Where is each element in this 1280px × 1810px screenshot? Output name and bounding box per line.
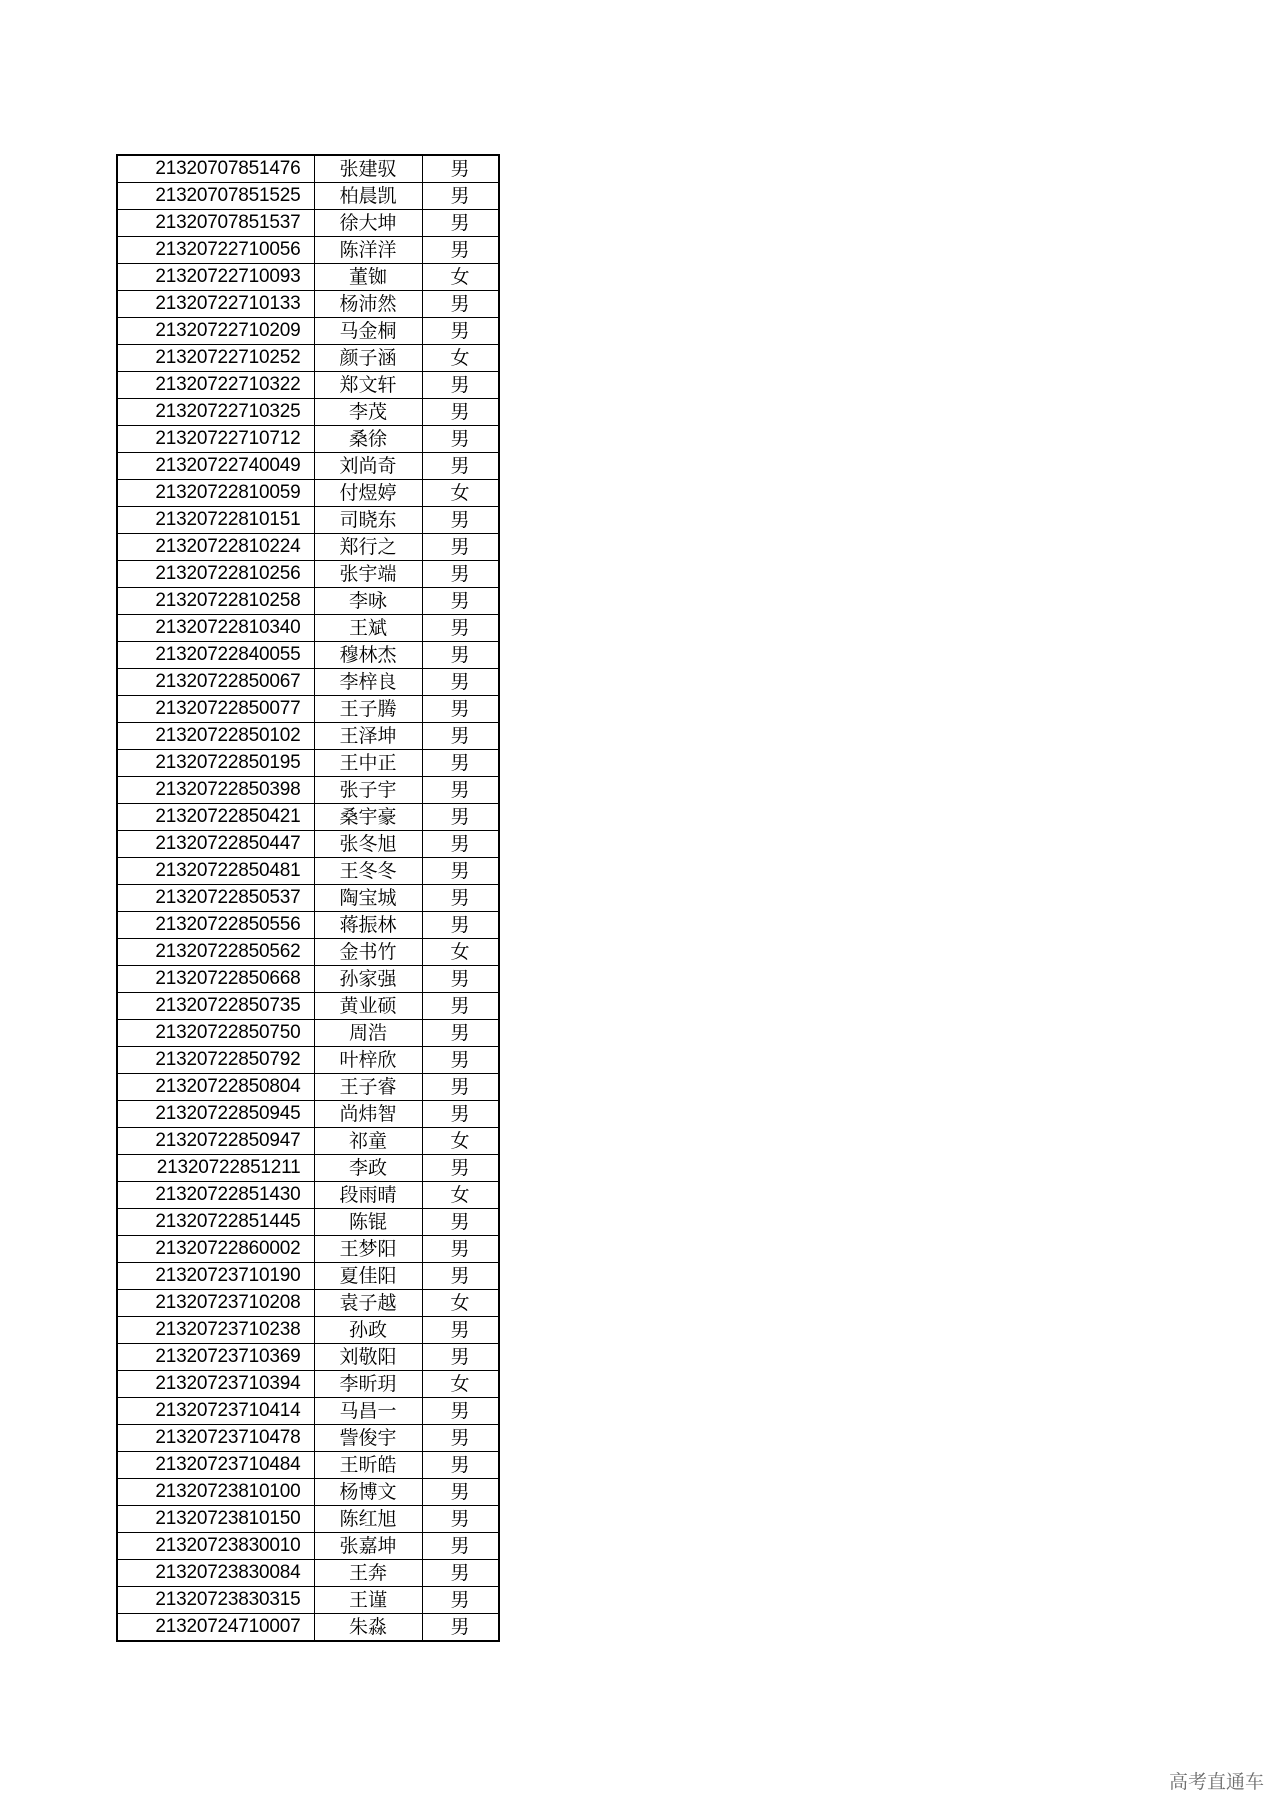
student-gender-cell: 男 [422, 210, 499, 237]
student-gender-cell: 男 [422, 1263, 499, 1290]
student-name-cell: 徐大坤 [314, 210, 422, 237]
table-row [117, 993, 499, 1020]
student-id-cell: 21320722850556 [117, 912, 314, 939]
student-name-cell: 王子腾 [314, 696, 422, 723]
student-gender-cell: 男 [422, 453, 499, 480]
student-gender-cell: 男 [422, 642, 499, 669]
student-name-cell: 陈洋洋 [314, 237, 422, 264]
student-name-cell: 张宇端 [314, 561, 422, 588]
table-row [117, 1155, 499, 1182]
table-row [117, 399, 499, 426]
student-gender-cell: 男 [422, 1398, 499, 1425]
table-row [117, 1506, 499, 1533]
student-id-cell: 21320722810059 [117, 480, 314, 507]
table-row [117, 1236, 499, 1263]
student-gender-cell: 男 [422, 750, 499, 777]
student-gender-cell: 男 [422, 1047, 499, 1074]
table-row [117, 1182, 499, 1209]
student-name-cell: 张子宇 [314, 777, 422, 804]
student-name-cell: 王奔 [314, 1560, 422, 1587]
student-gender-cell: 男 [422, 615, 499, 642]
table-row [117, 939, 499, 966]
student-gender-cell: 男 [422, 1533, 499, 1560]
student-id-cell: 21320723710484 [117, 1452, 314, 1479]
student-id-cell: 21320723710238 [117, 1317, 314, 1344]
student-gender-cell: 男 [422, 291, 499, 318]
table-row [117, 1560, 499, 1587]
student-id-cell: 21320722710325 [117, 399, 314, 426]
student-name-cell: 訾俊宇 [314, 1425, 422, 1452]
student-name-cell: 叶梓欣 [314, 1047, 422, 1074]
student-id-cell: 21320722710322 [117, 372, 314, 399]
student-name-cell: 王斌 [314, 615, 422, 642]
student-id-cell: 21320707851525 [117, 183, 314, 210]
student-gender-cell: 男 [422, 534, 499, 561]
student-gender-cell: 男 [422, 1344, 499, 1371]
table-row [117, 1047, 499, 1074]
table-row [117, 831, 499, 858]
student-id-cell: 21320723810150 [117, 1506, 314, 1533]
student-name-cell: 黄业硕 [314, 993, 422, 1020]
table-row [117, 1398, 499, 1425]
student-gender-cell: 男 [422, 696, 499, 723]
student-id-cell: 21320722850195 [117, 750, 314, 777]
student-gender-cell: 男 [422, 912, 499, 939]
student-id-cell: 21320722710056 [117, 237, 314, 264]
student-id-cell: 21320722860002 [117, 1236, 314, 1263]
table-row [117, 264, 499, 291]
student-name-cell: 孙政 [314, 1317, 422, 1344]
student-id-cell: 21320723710414 [117, 1398, 314, 1425]
student-gender-cell: 男 [422, 1020, 499, 1047]
student-name-cell: 孙家强 [314, 966, 422, 993]
student-name-cell: 张冬旭 [314, 831, 422, 858]
student-gender-cell: 男 [422, 1452, 499, 1479]
table-row [117, 885, 499, 912]
student-gender-cell: 男 [422, 507, 499, 534]
table-row [117, 1452, 499, 1479]
student-name-cell: 董铷 [314, 264, 422, 291]
student-id-cell: 21320723710369 [117, 1344, 314, 1371]
student-id-cell: 21320722810151 [117, 507, 314, 534]
student-id-cell: 21320723710478 [117, 1425, 314, 1452]
student-name-cell: 陶宝城 [314, 885, 422, 912]
student-name-cell: 马昌一 [314, 1398, 422, 1425]
student-name-cell: 朱淼 [314, 1614, 422, 1642]
roster-table-body [117, 155, 499, 1641]
student-gender-cell: 男 [422, 831, 499, 858]
student-name-cell: 王冬冬 [314, 858, 422, 885]
table-row [117, 1479, 499, 1506]
student-name-cell: 尚炜智 [314, 1101, 422, 1128]
student-name-cell: 郑行之 [314, 534, 422, 561]
table-row [117, 723, 499, 750]
table-row [117, 1074, 499, 1101]
student-id-cell: 21320722850537 [117, 885, 314, 912]
table-row [117, 1290, 499, 1317]
table-row [117, 1533, 499, 1560]
student-id-cell: 21320723830084 [117, 1560, 314, 1587]
student-name-cell: 李梓良 [314, 669, 422, 696]
student-name-cell: 段雨晴 [314, 1182, 422, 1209]
table-row [117, 561, 499, 588]
student-id-cell: 21320707851537 [117, 210, 314, 237]
student-gender-cell: 男 [422, 426, 499, 453]
student-gender-cell: 男 [422, 237, 499, 264]
table-row [117, 1614, 499, 1642]
student-name-cell: 李昕玥 [314, 1371, 422, 1398]
student-gender-cell: 女 [422, 264, 499, 291]
table-row [117, 912, 499, 939]
student-name-cell: 周浩 [314, 1020, 422, 1047]
student-id-cell: 21320722851211 [117, 1155, 314, 1182]
student-gender-cell: 男 [422, 885, 499, 912]
student-name-cell: 陈锟 [314, 1209, 422, 1236]
student-id-cell: 21320722810224 [117, 534, 314, 561]
student-name-cell: 蒋振林 [314, 912, 422, 939]
table-row [117, 372, 499, 399]
student-gender-cell: 男 [422, 399, 499, 426]
student-id-cell: 21320722850947 [117, 1128, 314, 1155]
student-id-cell: 21320722850792 [117, 1047, 314, 1074]
table-row [117, 183, 499, 210]
student-id-cell: 21320722851445 [117, 1209, 314, 1236]
student-id-cell: 21320722710209 [117, 318, 314, 345]
student-name-cell: 杨沛然 [314, 291, 422, 318]
student-gender-cell: 男 [422, 1614, 499, 1642]
table-row [117, 1128, 499, 1155]
student-id-cell: 21320723830010 [117, 1533, 314, 1560]
student-name-cell: 刘敬阳 [314, 1344, 422, 1371]
student-id-cell: 21320723810100 [117, 1479, 314, 1506]
student-name-cell: 司晓东 [314, 507, 422, 534]
table-row [117, 777, 499, 804]
student-id-cell: 21320722850945 [117, 1101, 314, 1128]
student-name-cell: 张建驭 [314, 155, 422, 183]
table-row [117, 345, 499, 372]
student-roster-table [116, 154, 500, 1642]
student-name-cell: 刘尚奇 [314, 453, 422, 480]
student-name-cell: 王泽坤 [314, 723, 422, 750]
student-id-cell: 21320722740049 [117, 453, 314, 480]
student-name-cell: 李咏 [314, 588, 422, 615]
table-row [117, 155, 499, 183]
table-row [117, 696, 499, 723]
student-name-cell: 马金桐 [314, 318, 422, 345]
student-gender-cell: 男 [422, 1074, 499, 1101]
student-id-cell: 21320722850077 [117, 696, 314, 723]
student-gender-cell: 女 [422, 1290, 499, 1317]
table-row [117, 669, 499, 696]
student-name-cell: 王子睿 [314, 1074, 422, 1101]
student-name-cell: 王梦阳 [314, 1236, 422, 1263]
student-gender-cell: 男 [422, 858, 499, 885]
student-gender-cell: 男 [422, 1587, 499, 1614]
student-gender-cell: 男 [422, 1506, 499, 1533]
student-gender-cell: 男 [422, 1317, 499, 1344]
table-row [117, 237, 499, 264]
student-id-cell: 21320723710190 [117, 1263, 314, 1290]
student-gender-cell: 女 [422, 1371, 499, 1398]
student-id-cell: 21320722850668 [117, 966, 314, 993]
student-id-cell: 21320723710208 [117, 1290, 314, 1317]
student-id-cell: 21320722810258 [117, 588, 314, 615]
student-name-cell: 袁子越 [314, 1290, 422, 1317]
table-row [117, 615, 499, 642]
student-gender-cell: 男 [422, 669, 499, 696]
student-id-cell: 21320722850421 [117, 804, 314, 831]
student-id-cell: 21320707851476 [117, 155, 314, 183]
table-row [117, 804, 499, 831]
table-row [117, 507, 499, 534]
student-name-cell: 柏晨凯 [314, 183, 422, 210]
table-row [117, 1020, 499, 1047]
student-id-cell: 21320723710394 [117, 1371, 314, 1398]
student-gender-cell: 男 [422, 1236, 499, 1263]
student-id-cell: 21320722850750 [117, 1020, 314, 1047]
student-name-cell: 李政 [314, 1155, 422, 1182]
student-gender-cell: 女 [422, 1128, 499, 1155]
student-gender-cell: 女 [422, 480, 499, 507]
table-row [117, 1344, 499, 1371]
student-name-cell: 郑文轩 [314, 372, 422, 399]
student-name-cell: 杨博文 [314, 1479, 422, 1506]
table-row [117, 318, 499, 345]
table-row [117, 534, 499, 561]
student-id-cell: 21320722850735 [117, 993, 314, 1020]
student-gender-cell: 男 [422, 1209, 499, 1236]
table-row [117, 750, 499, 777]
student-gender-cell: 男 [422, 588, 499, 615]
student-name-cell: 金书竹 [314, 939, 422, 966]
student-id-cell: 21320722710712 [117, 426, 314, 453]
table-row [117, 966, 499, 993]
table-row [117, 210, 499, 237]
student-name-cell: 李茂 [314, 399, 422, 426]
student-gender-cell: 女 [422, 1182, 499, 1209]
student-gender-cell: 男 [422, 318, 499, 345]
table-row [117, 588, 499, 615]
student-id-cell: 21320722810340 [117, 615, 314, 642]
student-gender-cell: 女 [422, 345, 499, 372]
table-row [117, 291, 499, 318]
student-id-cell: 21320722850067 [117, 669, 314, 696]
student-name-cell: 付煜婷 [314, 480, 422, 507]
watermark-text: 高考直通车 [1168, 1771, 1264, 1793]
student-id-cell: 21320722850398 [117, 777, 314, 804]
student-name-cell: 颜子涵 [314, 345, 422, 372]
table-row [117, 1209, 499, 1236]
student-gender-cell: 男 [422, 183, 499, 210]
student-name-cell: 王谨 [314, 1587, 422, 1614]
table-row [117, 426, 499, 453]
student-gender-cell: 男 [422, 561, 499, 588]
table-row [117, 480, 499, 507]
student-id-cell: 21320722710093 [117, 264, 314, 291]
student-id-cell: 21320722850481 [117, 858, 314, 885]
student-gender-cell: 男 [422, 777, 499, 804]
student-name-cell: 王中正 [314, 750, 422, 777]
table-row [117, 642, 499, 669]
student-id-cell: 21320722851430 [117, 1182, 314, 1209]
student-gender-cell: 女 [422, 939, 499, 966]
student-id-cell: 21320722710252 [117, 345, 314, 372]
student-gender-cell: 男 [422, 804, 499, 831]
student-name-cell: 祁童 [314, 1128, 422, 1155]
table-row [117, 1101, 499, 1128]
student-id-cell: 21320722810256 [117, 561, 314, 588]
student-name-cell: 夏佳阳 [314, 1263, 422, 1290]
student-name-cell: 张嘉坤 [314, 1533, 422, 1560]
student-name-cell: 穆林杰 [314, 642, 422, 669]
student-name-cell: 桑徐 [314, 426, 422, 453]
student-gender-cell: 男 [422, 372, 499, 399]
student-gender-cell: 男 [422, 1101, 499, 1128]
student-name-cell: 陈红旭 [314, 1506, 422, 1533]
student-name-cell: 桑宇豪 [314, 804, 422, 831]
table-row [117, 858, 499, 885]
student-gender-cell: 男 [422, 1479, 499, 1506]
table-row [117, 1317, 499, 1344]
student-id-cell: 21320724710007 [117, 1614, 314, 1642]
student-gender-cell: 男 [422, 155, 499, 183]
student-gender-cell: 男 [422, 1155, 499, 1182]
student-gender-cell: 男 [422, 723, 499, 750]
student-id-cell: 21320722850804 [117, 1074, 314, 1101]
student-id-cell: 21320722850562 [117, 939, 314, 966]
student-id-cell: 21320723830315 [117, 1587, 314, 1614]
table-row [117, 1263, 499, 1290]
student-id-cell: 21320722850447 [117, 831, 314, 858]
table-row [117, 1587, 499, 1614]
student-gender-cell: 男 [422, 1560, 499, 1587]
student-gender-cell: 男 [422, 993, 499, 1020]
student-id-cell: 21320722710133 [117, 291, 314, 318]
student-gender-cell: 男 [422, 966, 499, 993]
student-name-cell: 王昕皓 [314, 1452, 422, 1479]
student-id-cell: 21320722850102 [117, 723, 314, 750]
table-row [117, 1371, 499, 1398]
table-row [117, 1425, 499, 1452]
table-row [117, 453, 499, 480]
student-id-cell: 21320722840055 [117, 642, 314, 669]
student-gender-cell: 男 [422, 1425, 499, 1452]
